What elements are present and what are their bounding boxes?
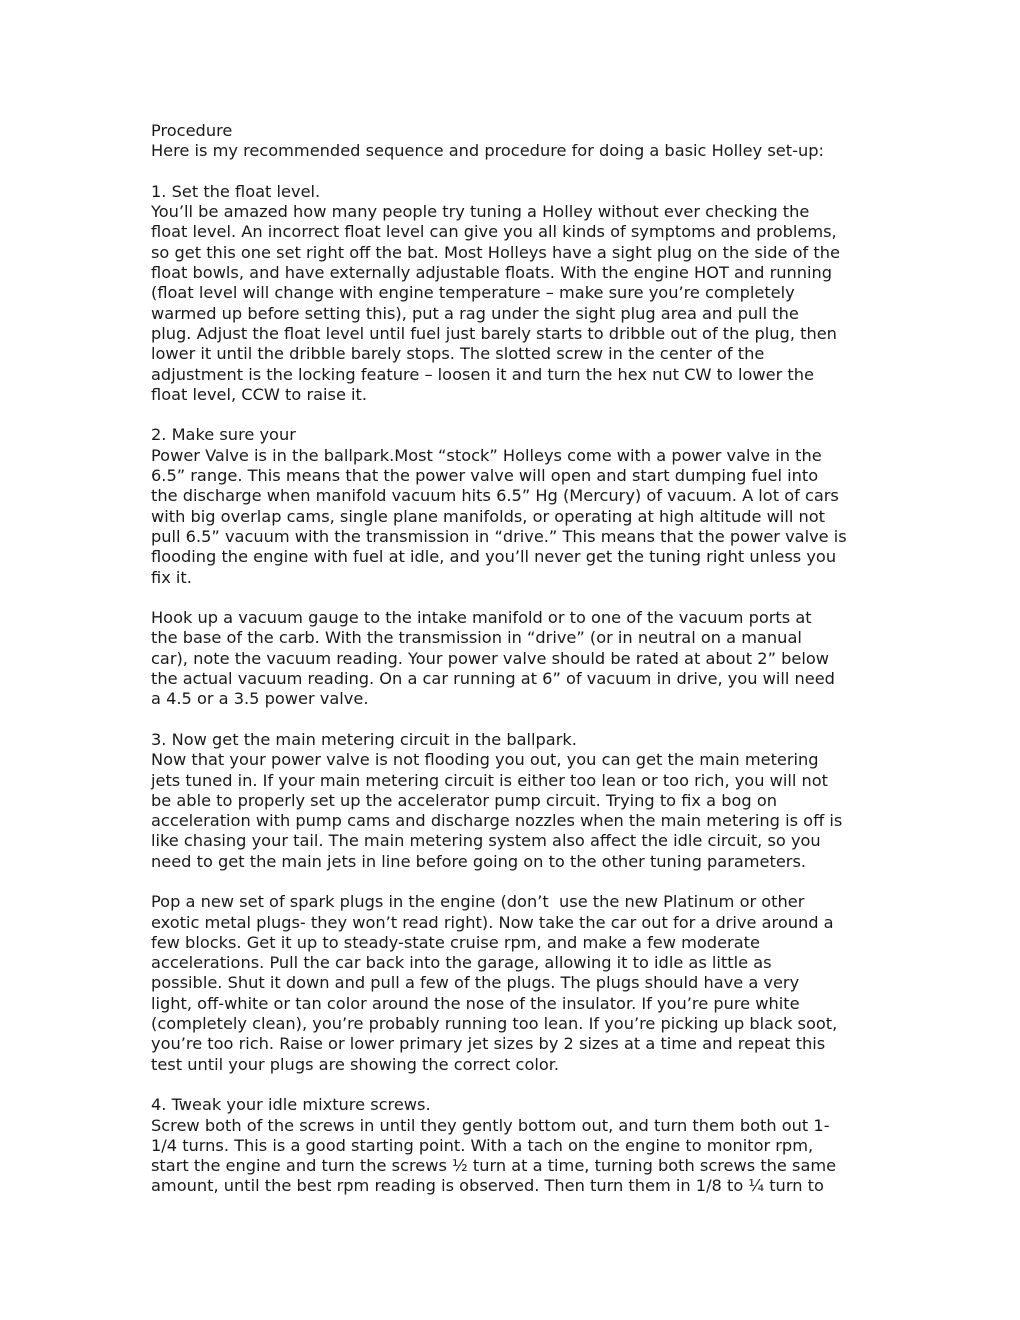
step3-para2-line: test until your plugs are showing the correct color. — [151, 1054, 560, 1074]
step3-para2-line: Pop a new set of spark plugs in the engine (don’t use the new Platinum or other — [151, 892, 805, 912]
step2-line: fix it. — [151, 567, 192, 587]
step4-line: Screw both of the screws in until they gently bottom out, and turn them both out 1- — [151, 1115, 830, 1135]
step2-line: pull 6.5” vacuum with the transmission in “drive.” This means that the power valve is — [151, 526, 847, 546]
step3-line: Now that your power valve is not flooding you out, you can get the main metering — [151, 750, 819, 770]
spacer — [151, 405, 881, 425]
spacer — [151, 710, 881, 730]
step3-line: be able to properly set up the accelerator pump circuit. Trying to fix a bog on — [151, 790, 777, 810]
document-page — [151, 121, 881, 1197]
step4-line: start the engine and turn the screws ½ turn at a time, turning both screws the same — [151, 1156, 837, 1176]
step3-para2-line: (completely clean), you’re probably running too lean. If you’re picking up black soot, — [151, 1014, 838, 1034]
step1-line: plug. Adjust the float level until fuel just barely starts to dribble out of the plug, then — [151, 323, 837, 343]
spacer — [151, 872, 881, 892]
step2-line: flooding the engine with fuel at idle, and you’ll never get the tuning right unless you — [151, 547, 837, 567]
step1-line: adjustment is the locking feature – loosen it and turn the hex nut CW to lower the — [151, 364, 814, 384]
spacer — [151, 1075, 881, 1095]
step2-line: 6.5” range. This means that the power valve will open and start dumping fuel into — [151, 466, 819, 486]
step4-line: amount, until the best rpm reading is observed. Then turn them in 1/8 to ¼ turn to — [151, 1176, 824, 1196]
spacer — [151, 162, 881, 182]
step3-para2-line: exotic metal plugs- they won’t read right). Now take the car out for a drive around a — [151, 912, 834, 932]
step2-line: Power Valve is in the ballpark.Most “stock” Holleys come with a power valve in the — [151, 445, 822, 465]
step3-line: jets tuned in. If your main metering circuit is either too lean or too rich, you will not — [151, 770, 829, 790]
step1-line: (float level will change with engine temperature – make sure you’re completely — [151, 283, 795, 303]
step2-line: the discharge when manifold vacuum hits 6.5” Hg (Mercury) of vacuum. A lot of cars — [151, 486, 839, 506]
step2-para2-line: a 4.5 or a 3.5 power valve. — [151, 689, 369, 709]
spacer — [151, 588, 881, 608]
step1-line: warmed up before setting this), put a rag under the sight plug area and pull the — [151, 303, 799, 323]
step3-para2-line: accelerations. Pull the car back into the garage, allowing it to idle as little as — [151, 953, 772, 973]
step2-para2-line: the base of the carb. With the transmission in “drive” (or in neutral on a manual — [151, 628, 802, 648]
document-intro: Here is my recommended sequence and procedure for doing a basic Holley set-up: — [151, 141, 824, 161]
step2-para2-line: car), note the vacuum reading. Your power valve should be rated at about 2” below — [151, 648, 829, 668]
step4-title: 4. Tweak your idle mixture screws. — [151, 1095, 431, 1115]
step4-line: 1/4 turns. This is a good starting point. With a tach on the engine to monitor rpm, — [151, 1135, 814, 1155]
step1-line: float level. An incorrect float level can give you all kinds of symptoms and problems, — [151, 222, 837, 242]
step2-para2-line: Hook up a vacuum gauge to the intake manifold or to one of the vacuum ports at — [151, 608, 812, 628]
step2-line: with big overlap cams, single plane manifolds, or operating at high altitude will not — [151, 506, 826, 526]
step1-line: You’ll be amazed how many people try tuning a Holley without ever checking the — [151, 202, 810, 222]
step2-para2-line: the actual vacuum reading. On a car running at 6” of vacuum in drive, you will need — [151, 669, 835, 689]
step3-title: 3. Now get the main metering circuit in the ballpark. — [151, 729, 577, 749]
step3-line: acceleration with pump cams and discharge nozzles when the main metering is off is — [151, 811, 843, 831]
step1-title: 1. Set the float level. — [151, 181, 321, 201]
document-heading: Procedure — [151, 121, 233, 140]
step3-para2-line: possible. Shut it down and pull a few of the plugs. The plugs should have a very — [151, 973, 800, 993]
step1-line: float bowls, and have externally adjustable floats. With the engine HOT and running — [151, 263, 833, 283]
step3-para2-line: few blocks. Get it up to steady-state cruise rpm, and make a few moderate — [151, 932, 760, 952]
step3-line: like chasing your tail. The main metering system also affect the idle circuit, so you — [151, 831, 821, 851]
step3-line: need to get the main jets in line before going on to the other tuning parameters. — [151, 851, 807, 871]
step1-line: lower it until the dribble barely stops. The slotted screw in the center of the — [151, 344, 765, 364]
step1-line: so get this one set right off the bat. Most Holleys have a sight plug on the side of the — [151, 242, 840, 262]
step3-para2-line: you’re too rich. Raise or lower primary jet sizes by 2 sizes at a time and repeat this — [151, 1034, 826, 1054]
step2-title: 2. Make sure your — [151, 425, 296, 445]
step1-line: float level, CCW to raise it. — [151, 384, 368, 404]
step3-para2-line: light, off-white or tan color around the nose of the insulator. If you’re pure white — [151, 993, 800, 1013]
